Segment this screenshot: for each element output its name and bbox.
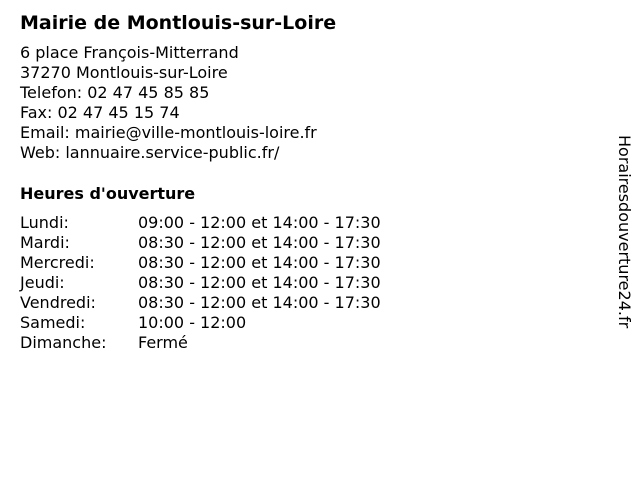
web-line: Web: lannuaire.service-public.fr/ — [20, 143, 280, 162]
hours-heading: Heures d'ouverture — [20, 184, 196, 203]
contact-block — [20, 43, 317, 163]
time-range: 08:30 - 12:00 et 14:00 - 17:30 — [138, 253, 381, 272]
hours-row-friday — [20, 293, 381, 313]
time-range: 09:00 - 12:00 et 14:00 - 17:30 — [138, 213, 381, 232]
side-brand-watermark: Horairesdouverture24.fr — [615, 135, 634, 329]
time-range: 08:30 - 12:00 et 14:00 - 17:30 — [138, 293, 381, 312]
time-range: 08:30 - 12:00 et 14:00 - 17:30 — [138, 273, 381, 292]
email-line: Email: mairie@ville-montlouis-loire.fr — [20, 123, 317, 142]
page-title: Mairie de Montlouis-sur-Loire — [20, 12, 337, 34]
address-street: 6 place François-Mitterrand — [20, 43, 239, 62]
hours-row-wednesday — [20, 253, 381, 273]
time-range: Fermé — [138, 333, 188, 352]
time-range: 08:30 - 12:00 et 14:00 - 17:30 — [138, 233, 381, 252]
hours-row-monday — [20, 213, 381, 233]
phone-line: Telefon: 02 47 45 85 85 — [20, 83, 210, 102]
fax-line: Fax: 02 47 45 15 74 — [20, 103, 180, 122]
day-label: Vendredi: — [20, 293, 96, 312]
hours-row-thursday — [20, 273, 381, 293]
day-label: Dimanche: — [20, 333, 107, 352]
hours-row-sunday — [20, 333, 381, 353]
time-range: 10:00 - 12:00 — [138, 313, 247, 332]
address-city: 37270 Montlouis-sur-Loire — [20, 63, 228, 82]
day-label: Mardi: — [20, 233, 70, 252]
day-label: Jeudi: — [20, 273, 65, 292]
day-label: Mercredi: — [20, 253, 95, 272]
hours-row-tuesday — [20, 233, 381, 253]
day-label: Samedi: — [20, 313, 86, 332]
hours-table — [20, 213, 381, 353]
day-label: Lundi: — [20, 213, 69, 232]
hours-row-saturday — [20, 313, 381, 333]
